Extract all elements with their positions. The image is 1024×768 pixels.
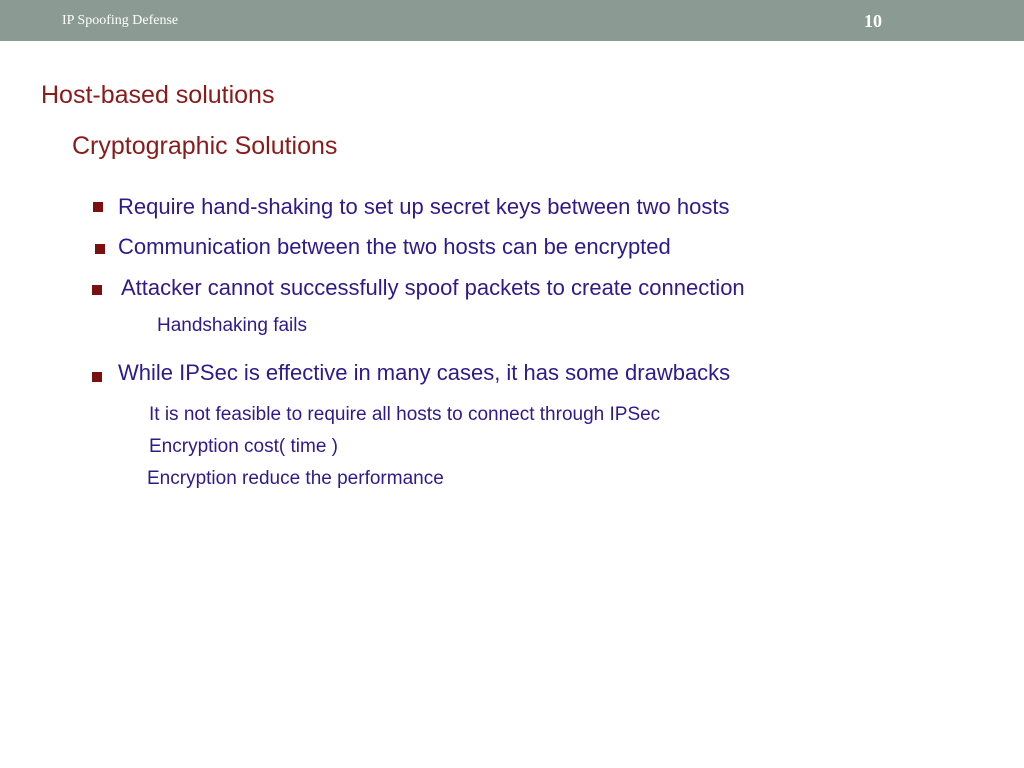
slide-header-title: IP Spoofing Defense [62,13,179,28]
page-number: 10 [864,11,882,31]
header-bar [0,0,1024,41]
bullet-text: While IPSec is effective in many cases, it has some drawbacks [118,360,731,385]
bullet-text: Communication between the two hosts can be encrypted [118,234,671,259]
square-bullet-icon [95,244,105,254]
sub-point-drawback: Encryption reduce the performance [147,468,444,489]
bullet-text: Attacker cannot successfully spoof packets to create connection [121,275,745,300]
square-bullet-icon [92,285,102,295]
slide-subheading: Cryptographic Solutions [72,132,338,160]
slide-heading: Host-based solutions [41,81,275,109]
sub-point-drawback: Encryption cost( time ) [149,436,338,457]
square-bullet-icon [93,202,103,212]
square-bullet-icon [92,372,102,382]
sub-point-drawback: It is not feasible to require all hosts to connect through IPSec [149,404,661,425]
bullet-text: Require hand-shaking to set up secret keys between two hosts [118,194,730,219]
sub-point-handshaking: Handshaking fails [157,315,307,336]
